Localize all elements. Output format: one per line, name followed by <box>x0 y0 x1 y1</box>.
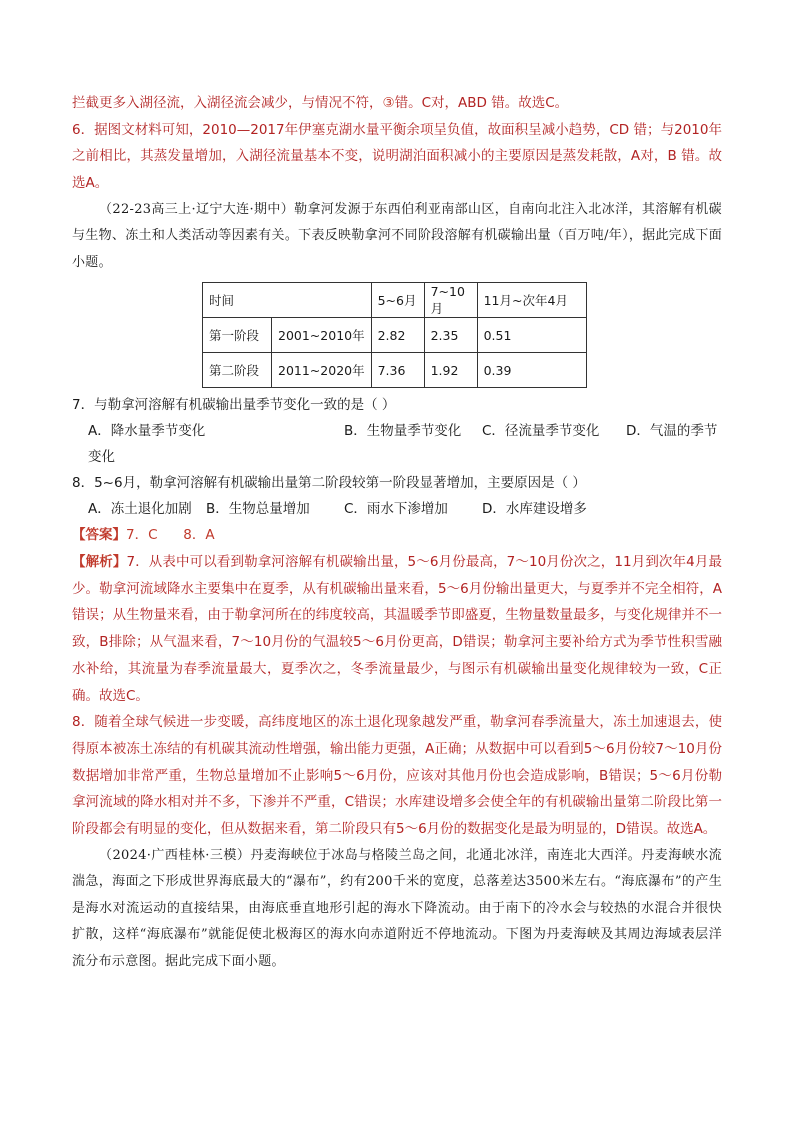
material2-intro <box>72 843 722 976</box>
q8-stem: 8．5~6月，勒拿河溶解有机碳输出量第二阶段较第一阶段显著增加，主要原因是（ ） <box>72 475 586 492</box>
table-header-col3: 11月~次年4月 <box>477 283 586 318</box>
analysis-q7 <box>72 549 722 709</box>
q7-options <box>72 418 722 444</box>
material-intro <box>72 197 722 277</box>
table-cell-stage: 第二阶段 <box>203 353 272 388</box>
table-cell-v2: 2.35 <box>424 318 477 353</box>
data-table <box>202 282 587 388</box>
analysis-q7-text: 7．从表中可以看到勒拿河溶解有机碳输出量，5～6月份最高，7～10月份次之，11月到次年4月最少。勒拿河流域降水主要集中在夏季，从有机碳输出量来看，5～6月份输出量更大，与夏季并不完全相符，A错误；从生物量来看，由于勒拿河所在的纬度较高，其温暖季节即盛夏，生物量数量最多，与变化规律并不一致，B排除；从气温来看，7～10月份的气温较5～6月份更高，D错误；勒拿河主要补给方式为季节性积雪融水补给，其流量为春季流量最大，夏季次之，冬季流量最少，与图示有机碳输出量变化规律较为一致，C正确。故选C。 <box>72 554 722 704</box>
material-text: 勒拿河发源于东西伯利亚南部山区，自南向北注入北冰洋，其溶解有机碳与生物、冻土和人类活动等因素有关。下表反映勒拿河不同阶段溶解有机碳输出量（百万吨/年），据此完成下面小题。 <box>72 201 722 270</box>
material2-text: 丹麦海峡位于冰岛与格陵兰岛之间，北通北冰洋，南连北大西洋。丹麦海峡水流湍急，海面之下形成世界海底最大的“瀑布”，约有200千米的宽度，总落差达3500米左右。“海底瀑布”的产生是海水对流运动的直接结果，由海底垂直地形引起的海水下降流动。由于南下的冷水会与较热的水混合并很快扩散，这样“海底瀑布”就能促使北极海区的海水向赤道附近不停地流动。下图为丹麦海峡及其周边海域表层洋流分布示意图。据此完成下面小题。 <box>72 847 722 969</box>
q8-option-b: B．生物总量增加 <box>206 501 310 518</box>
table-header-col2: 7~10月 <box>424 283 477 318</box>
q8-option-c: C．雨水下渗增加 <box>344 501 448 518</box>
answer-line <box>72 522 722 549</box>
material-source: （22-23高三上·辽宁大连·期中） <box>99 201 295 217</box>
q8-options <box>72 496 722 522</box>
table-header-time: 时间 <box>203 283 372 318</box>
answer-tag: 【答案】 <box>72 527 126 544</box>
answer-text: 7．C 8．A <box>126 527 215 544</box>
material2-source: （2024·广西桂林·三模） <box>99 847 251 863</box>
table-cell-v3: 0.51 <box>477 318 586 353</box>
table-cell-v3: 0.39 <box>477 353 586 388</box>
q7-option-a: A．降水量季节变化 <box>88 423 206 440</box>
q7-option-d: D．气温的季节 <box>626 423 718 440</box>
table-cell-stage: 第一阶段 <box>203 318 272 353</box>
q7-option-d-cont: 变化 <box>88 449 115 466</box>
table-cell-period: 2011~2020年 <box>272 353 372 388</box>
prev-text-a: 拦截更多入湖径流，入湖径流会减少，与情况不符， <box>72 95 383 111</box>
q7-option-c: C．径流量季节变化 <box>482 423 600 440</box>
table-row <box>203 318 587 353</box>
q8-option-d: D．水库建设增多 <box>482 501 587 518</box>
q6-analysis: 6．据图文材料可知，2010—2017年伊塞克湖水量平衡余项呈负值，故面积呈减小趋势，CD 错；与2010年之前相比，其蒸发量增加，入湖径流量基本不变，说明湖泊面积减小的主要原因是蒸发耗散，A对，B 错。故选A。 <box>72 121 722 192</box>
analysis-q8: 8．随着全球气候进一步变暖，高纬度地区的冻土退化现象越发严重，勒拿河春季流量大，冻土加速退去，使得原本被冻土冻结的有机碳其流动性增强，输出能力更强，A正确；从数据中可以看到5～6月份较7～10月份数据增加非常严重，生物总量增加不止影响5～6月份，应该对其他月份也会造成影响，B错误；5～6月份勒拿河流域的降水相对并不多，下渗并不严重，C错误；水库建设增多会使全年的有机碳输出量第二阶段比第一阶段都会有明显的变化，但从数据来看，第二阶段只有5～6月份的数据变化是最为明显的，D错误。故选A。 <box>72 714 722 838</box>
analysis-tag: 【解析】 <box>72 554 127 571</box>
q7-option-b: B．生物量季节变化 <box>344 423 462 440</box>
q8-option-a: A．冻土退化加剧 <box>88 501 192 518</box>
table-cell-v2: 1.92 <box>424 353 477 388</box>
table-header-col1: 5~6月 <box>371 283 424 318</box>
q7-stem: 7．与勒拿河溶解有机碳输出量季节变化一致的是（ ） <box>72 397 396 414</box>
table-cell-v1: 7.36 <box>371 353 424 388</box>
prev-answer-tail <box>72 90 722 117</box>
table-header-row <box>203 283 587 318</box>
table-row <box>203 353 587 388</box>
table-cell-v1: 2.82 <box>371 318 424 353</box>
prev-text-b: 错。C对，ABD 错。故选C。 <box>394 95 569 111</box>
table-cell-period: 2001~2010年 <box>272 318 372 353</box>
document-page <box>72 90 722 975</box>
prev-mark: ③ <box>382 95 395 111</box>
